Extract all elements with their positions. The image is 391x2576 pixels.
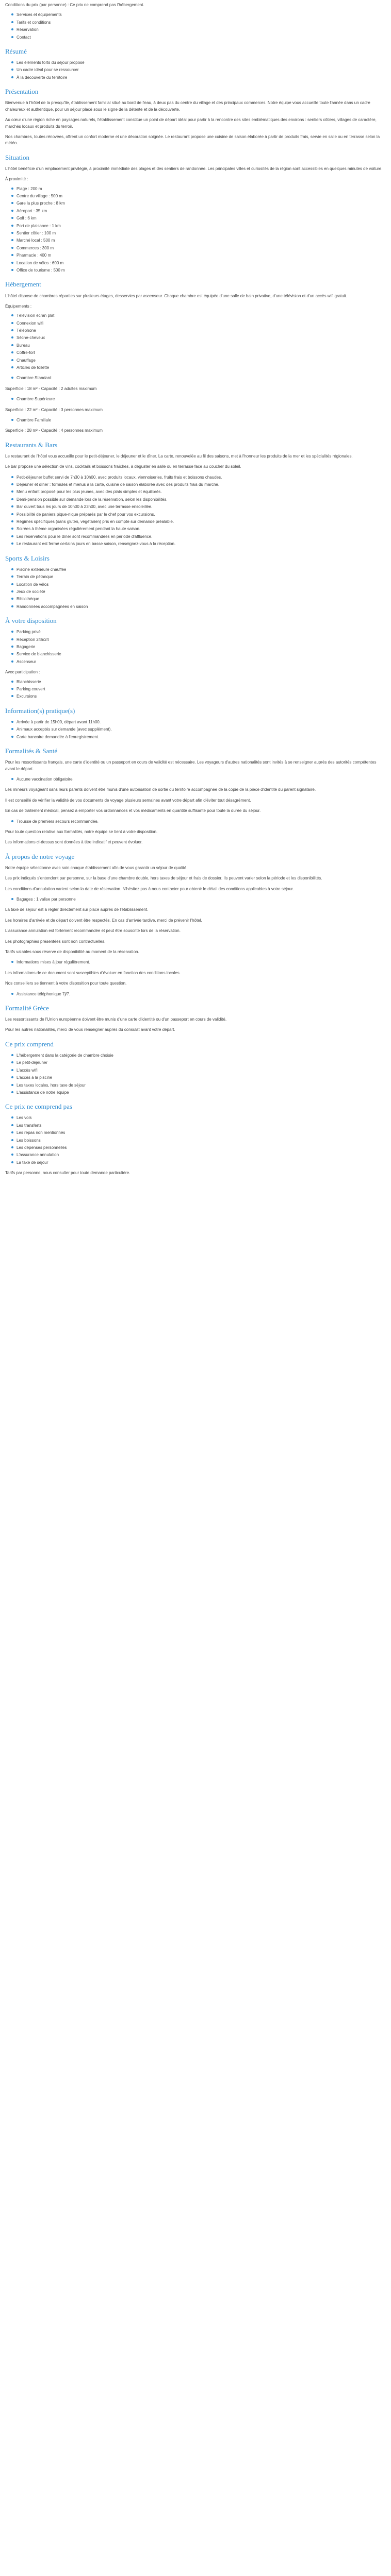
resume-item: À la découverte du territoire [11, 75, 386, 81]
section-title-presentation: Présentation [5, 88, 39, 96]
prix-ne-item: Les repas non mentionnés [11, 1130, 386, 1136]
apropos-item: Assistance téléphonique 7j/7. [11, 991, 386, 997]
head-list [5, 12, 386, 41]
formalites-paragraph: Les informations ci-dessus sont données à titre indicatif et peuvent évoluer. [5, 840, 143, 845]
autre-item: Ascenseur [11, 659, 386, 665]
head-item: Tarifs et conditions [11, 20, 386, 26]
autre-item: Parking privé [11, 629, 386, 635]
equipment-item: Chauffage [11, 358, 386, 364]
section-title-situation: Situation [5, 153, 29, 161]
formalite-item: Aucune vaccination obligatoire. [11, 776, 386, 783]
room-list [5, 375, 386, 381]
sport-item: Randonnées accompagnées en saison [11, 604, 386, 610]
prix-ne-item: La taxe de séjour [11, 1160, 386, 1166]
equipment-item: Articles de toilette [11, 365, 386, 371]
apropos-paragraph: Les prix indiqués s'entendent par personne, sur la base d'une chambre double, hors taxes de séjour et frais de dossier. Ils peuvent varier selon la période et les disponibilités. [5, 876, 322, 881]
equipment-item: Coffre-fort [11, 350, 386, 356]
apropos-item: Informations mises à jour régulièrement. [11, 959, 386, 965]
situation-list [5, 186, 386, 274]
formalites-paragraph: Pour les ressortissants français, une carte d'identité ou un passeport en cours de validité est nécessaire. Les voyageurs d'autres nationalités sont invités à se renseigner auprès des autorités compétentes avant le départ. [5, 760, 377, 771]
section-title-informations: Information(s) pratique(s) [5, 706, 75, 715]
prix-ne-item: L'assurance annulation [11, 1152, 386, 1158]
restaurant-item: Possibilité de paniers pique-nique préparés par le chef pour vos excursions. [11, 512, 386, 518]
restaurant-item: Régimes spécifiques (sans gluten, végétarien) pris en compte sur demande préalable. [11, 519, 386, 525]
apropos-paragraph: Les conditions d'annulation varient selon la date de réservation. N'hésitez pas à nous contacter pour obtenir le détail des conditions applicables à votre séjour. [5, 886, 294, 891]
equipment-item: Téléphone [11, 328, 386, 334]
restaurant-item: Bar ouvert tous les jours de 10h00 à 23h00, avec une terrasse ensoleillée. [11, 504, 386, 510]
formalites-paragraph: Pour toute question relative aux formalités, notre équipe se tient à votre disposition. [5, 829, 158, 834]
sport-item: Terrain de pétanque [11, 574, 386, 580]
situation-item: Plage : 200 m [11, 186, 386, 192]
apropos-paragraph: Les photographies présentées sont non contractuelles. [5, 939, 106, 944]
situation-item: Commerces : 300 m [11, 245, 386, 251]
head-item: Services et équipements [11, 12, 386, 18]
apropos-paragraph: Les horaires d'arrivée et de départ doivent être respectés. En cas d'arrivée tardive, merci de prévenir l'hôtel. [5, 918, 202, 923]
prix-ne-item: Les vols [11, 1115, 386, 1121]
room-list [5, 396, 386, 402]
intro-text: Conditions du prix (par personne) : Ce prix ne comprend pas l'hébergement. [5, 3, 144, 7]
restaurant-item: Menu enfant proposé pour les plus jeunes, avec des plats simples et équilibrés. [11, 489, 386, 495]
apropos-list [5, 991, 386, 997]
information-item: Animaux acceptés sur demande (avec supplément). [11, 726, 386, 733]
situation-list-intro: À proximité : [5, 177, 28, 182]
formalites-paragraph: En cas de traitement médical, pensez à emporter vos ordonnances et vos médicaments en quantité suffisante pour toute la durée du séjour. [5, 808, 261, 814]
prix-item: L'accès wifi [11, 1067, 386, 1074]
apropos-list [5, 896, 386, 903]
situation-item: Centre du village : 500 m [11, 193, 386, 199]
restaurant-item: Les réservations pour le dîner sont recommandées en période d'affluence. [11, 534, 386, 540]
apropos-paragraph: La taxe de séjour est à régler directement sur place auprès de l'établissement. [5, 907, 149, 912]
hebergement-equip-intro: Équipements : [5, 303, 32, 309]
resume-item: Un cadre idéal pour se ressourcer [11, 67, 386, 73]
restaurant-item: Demi-pension possible sur demande lors de la réservation, selon les disponibilités. [11, 497, 386, 503]
situation-item: Sentier côtier : 100 m [11, 230, 386, 236]
autre-list [5, 629, 386, 665]
apropos-paragraph: L'assurance annulation est fortement recommandée et peut être souscrite lors de la réservation. [5, 928, 181, 934]
participation-intro: Avec participation : [5, 670, 40, 675]
restaurant-item: Soirées à thème organisées régulièrement pendant la haute saison. [11, 526, 386, 532]
prix-item: Les taxes locales, hors taxe de séjour [11, 1082, 386, 1089]
formalites-list [5, 819, 386, 825]
sports-list [5, 567, 386, 610]
room-desc: Superficie : 18 m² - Capacité : 2 adultes maximum [5, 386, 97, 391]
room-name: Chambre Standard [11, 375, 386, 381]
room-desc: Superficie : 22 m² - Capacité : 3 personnes maximum [5, 407, 103, 412]
section-title-hebergement: Hébergement [5, 280, 41, 289]
situation-item: Office de tourisme : 500 m [11, 267, 386, 274]
prix-ne-comprend-list [5, 1115, 386, 1166]
room-name: Chambre Familiale [11, 417, 386, 423]
restaurants-paragraph: Le bar propose une sélection de vins, cocktails et boissons fraîches, à déguster en salle ou en terrasse face au coucher du soleil. [5, 464, 241, 469]
autre-item: Service de blanchisserie [11, 651, 386, 657]
formalites-paragraph: Il est conseillé de vérifier la validité de vos documents de voyage plusieurs semaines avant votre départ afin d'éviter tout désagrément. [5, 798, 251, 803]
participation-list [5, 679, 386, 700]
grece-paragraph: Pour les autres nationalités, merci de vous renseigner auprès du consulat avant votre départ. [5, 1027, 175, 1032]
section-title-restaurants: Restaurants & Bars [5, 440, 58, 449]
situation-item: Pharmacie : 400 m [11, 252, 386, 259]
situation-item: Gare la plus proche : 8 km [11, 200, 386, 207]
section-title-formalite-grece: Formalité Grèce [5, 1004, 49, 1012]
restaurants-list [5, 474, 386, 548]
situation-item: Marché local : 500 m [11, 238, 386, 244]
apropos-paragraph: Nos conseillers se tiennent à votre disposition pour toute question. [5, 981, 127, 986]
situation-item: Golf : 6 km [11, 215, 386, 222]
participation-item: Parking couvert [11, 686, 386, 692]
autre-item: Bagagerie [11, 644, 386, 650]
resume-item: Les éléments forts du séjour proposé [11, 60, 386, 66]
prix-ne-item: Les dépenses personnelles [11, 1145, 386, 1151]
prix-ne-item: Les boissons [11, 1138, 386, 1144]
situation-item: Port de plaisance : 1 km [11, 223, 386, 229]
participation-item: Blanchisserie [11, 679, 386, 685]
section-title-prix-ne-comprend: Ce prix ne comprend pas [5, 1103, 72, 1111]
prix-item: L'assistance de notre équipe [11, 1090, 386, 1096]
restaurant-item: Déjeuner et dîner : formules et menus à la carte, cuisine de saison élaborée avec des produits frais du marché. [11, 482, 386, 488]
autre-item: Réception 24h/24 [11, 637, 386, 643]
equipment-item: Connexion wifi [11, 320, 386, 327]
information-item: Carte bancaire demandée à l'enregistrement. [11, 734, 386, 740]
apropos-list [5, 959, 386, 965]
prix-ne-item: Les transferts [11, 1123, 386, 1129]
restaurant-item: Petit-déjeuner buffet servi de 7h30 à 10h00, avec produits locaux, viennoiseries, fruits frais et boissons chaudes. [11, 474, 386, 481]
section-title-resume: Résumé [5, 47, 27, 55]
presentation-paragraph: Bienvenue à l'hôtel de la presqu'île, établissement familial situé au bord de l'eau, à deux pas du centre du village et des principaux commerces. Notre équipe vous accueille toute l'année dans un cadre chaleureux et authentique, pour un séjour placé sous le signe de la détente et de la découverte. [5, 100, 370, 112]
apropos-paragraph: Notre équipe sélectionne avec soin chaque établissement afin de vous garantir un séjour de qualité. [5, 865, 188, 870]
footer-note: Tarifs par personne, nous consulter pour toute demande particulière. [5, 1171, 131, 1176]
head-item: Contact [11, 35, 386, 41]
formalites-list [5, 776, 386, 783]
presentation-paragraph: Nos chambres, toutes rénovées, offrent un confort moderne et une décoration soignée. Le restaurant propose une cuisine de saison élaborée à partir de produits frais, servie en salle ou en terrasse selon la météo. [5, 134, 380, 146]
section-title-prix-comprend: Ce prix comprend [5, 1040, 54, 1048]
hebergement-list [5, 313, 386, 371]
prix-comprend-list [5, 1053, 386, 1096]
resume-list [5, 60, 386, 81]
head-item: Réservation [11, 27, 386, 33]
room-name: Chambre Supérieure [11, 396, 386, 402]
prix-item: L'hébergement dans la catégorie de chambre choisie [11, 1053, 386, 1059]
room-desc: Superficie : 28 m² - Capacité : 4 personnes maximum [5, 428, 103, 433]
restaurant-item: Le restaurant est fermé certains jours en basse saison, renseignez-vous à la réception. [11, 541, 386, 547]
restaurants-paragraph: Le restaurant de l'hôtel vous accueille pour le petit-déjeuner, le déjeuner et le dîner. La carte, renouvelée au fil des saisons, met à l'honneur les produits de la mer et les spécialités régionales. [5, 453, 353, 459]
sport-item: Location de vélos [11, 582, 386, 588]
grece-paragraph: Les ressortissants de l'Union européenne doivent être munis d'une carte d'identité ou d'un passeport en cours de validité. [5, 1017, 227, 1022]
informations-list [5, 719, 386, 740]
section-title-formalites: Formalités & Santé [5, 747, 58, 755]
apropos-paragraph: Les informations de ce document sont susceptibles d'évoluer en fonction des conditions locales. [5, 970, 181, 975]
apropos-item: Bagages : 1 valise par personne [11, 896, 386, 903]
section-title-autre: À votre disposition [5, 617, 57, 625]
equipment-item: Sèche-cheveux [11, 335, 386, 341]
situation-item: Aéroport : 35 km [11, 208, 386, 214]
information-item: Arrivée à partir de 15h00, départ avant 11h00. [11, 719, 386, 725]
apropos-paragraph: Tarifs valables sous réserve de disponibilité au moment de la réservation. [5, 949, 139, 954]
section-title-sports: Sports & Loisirs [5, 554, 50, 562]
document-page [0, 0, 391, 1177]
room-list [5, 417, 386, 423]
hebergement-paragraph: L'hôtel dispose de chambres réparties sur plusieurs étages, desservies par ascenseur. Chaque chambre est équipée d'une salle de bain privative, d'une télévision et d'un accès wifi gratuit. [5, 293, 347, 298]
section-title-apropos: À propos de notre voyage [5, 852, 75, 860]
formalites-paragraph: Les mineurs voyageant sans leurs parents doivent être munis d'une autorisation de sortie du territoire accompagnée de la copie de la pièce d'identité du parent signataire. [5, 787, 316, 792]
sport-item: Jeux de société [11, 589, 386, 595]
sport-item: Piscine extérieure chauffée [11, 567, 386, 573]
formalite-item: Trousse de premiers secours recommandée. [11, 819, 386, 825]
prix-item: Le petit-déjeuner [11, 1060, 386, 1066]
participation-item: Excursions [11, 693, 386, 700]
equipment-item: Bureau [11, 343, 386, 349]
situation-paragraph: L'hôtel bénéficie d'un emplacement privilégié, à proximité immédiate des plages et des sentiers de randonnée. Les principales villes et curiosités de la région sont accessibles en quelques minutes de voiture. [5, 166, 383, 171]
situation-item: Location de vélos : 600 m [11, 260, 386, 266]
sport-item: Bibliothèque [11, 596, 386, 602]
equipment-item: Télévision écran plat [11, 313, 386, 319]
presentation-paragraph: Au cœur d'une région riche en paysages naturels, l'établissement constitue un point de départ idéal pour partir à la rencontre des sites emblématiques des environs : sentiers côtiers, villages de caractère, marchés locaux et produits du terroir. [5, 117, 377, 129]
prix-item: L'accès à la piscine [11, 1075, 386, 1081]
